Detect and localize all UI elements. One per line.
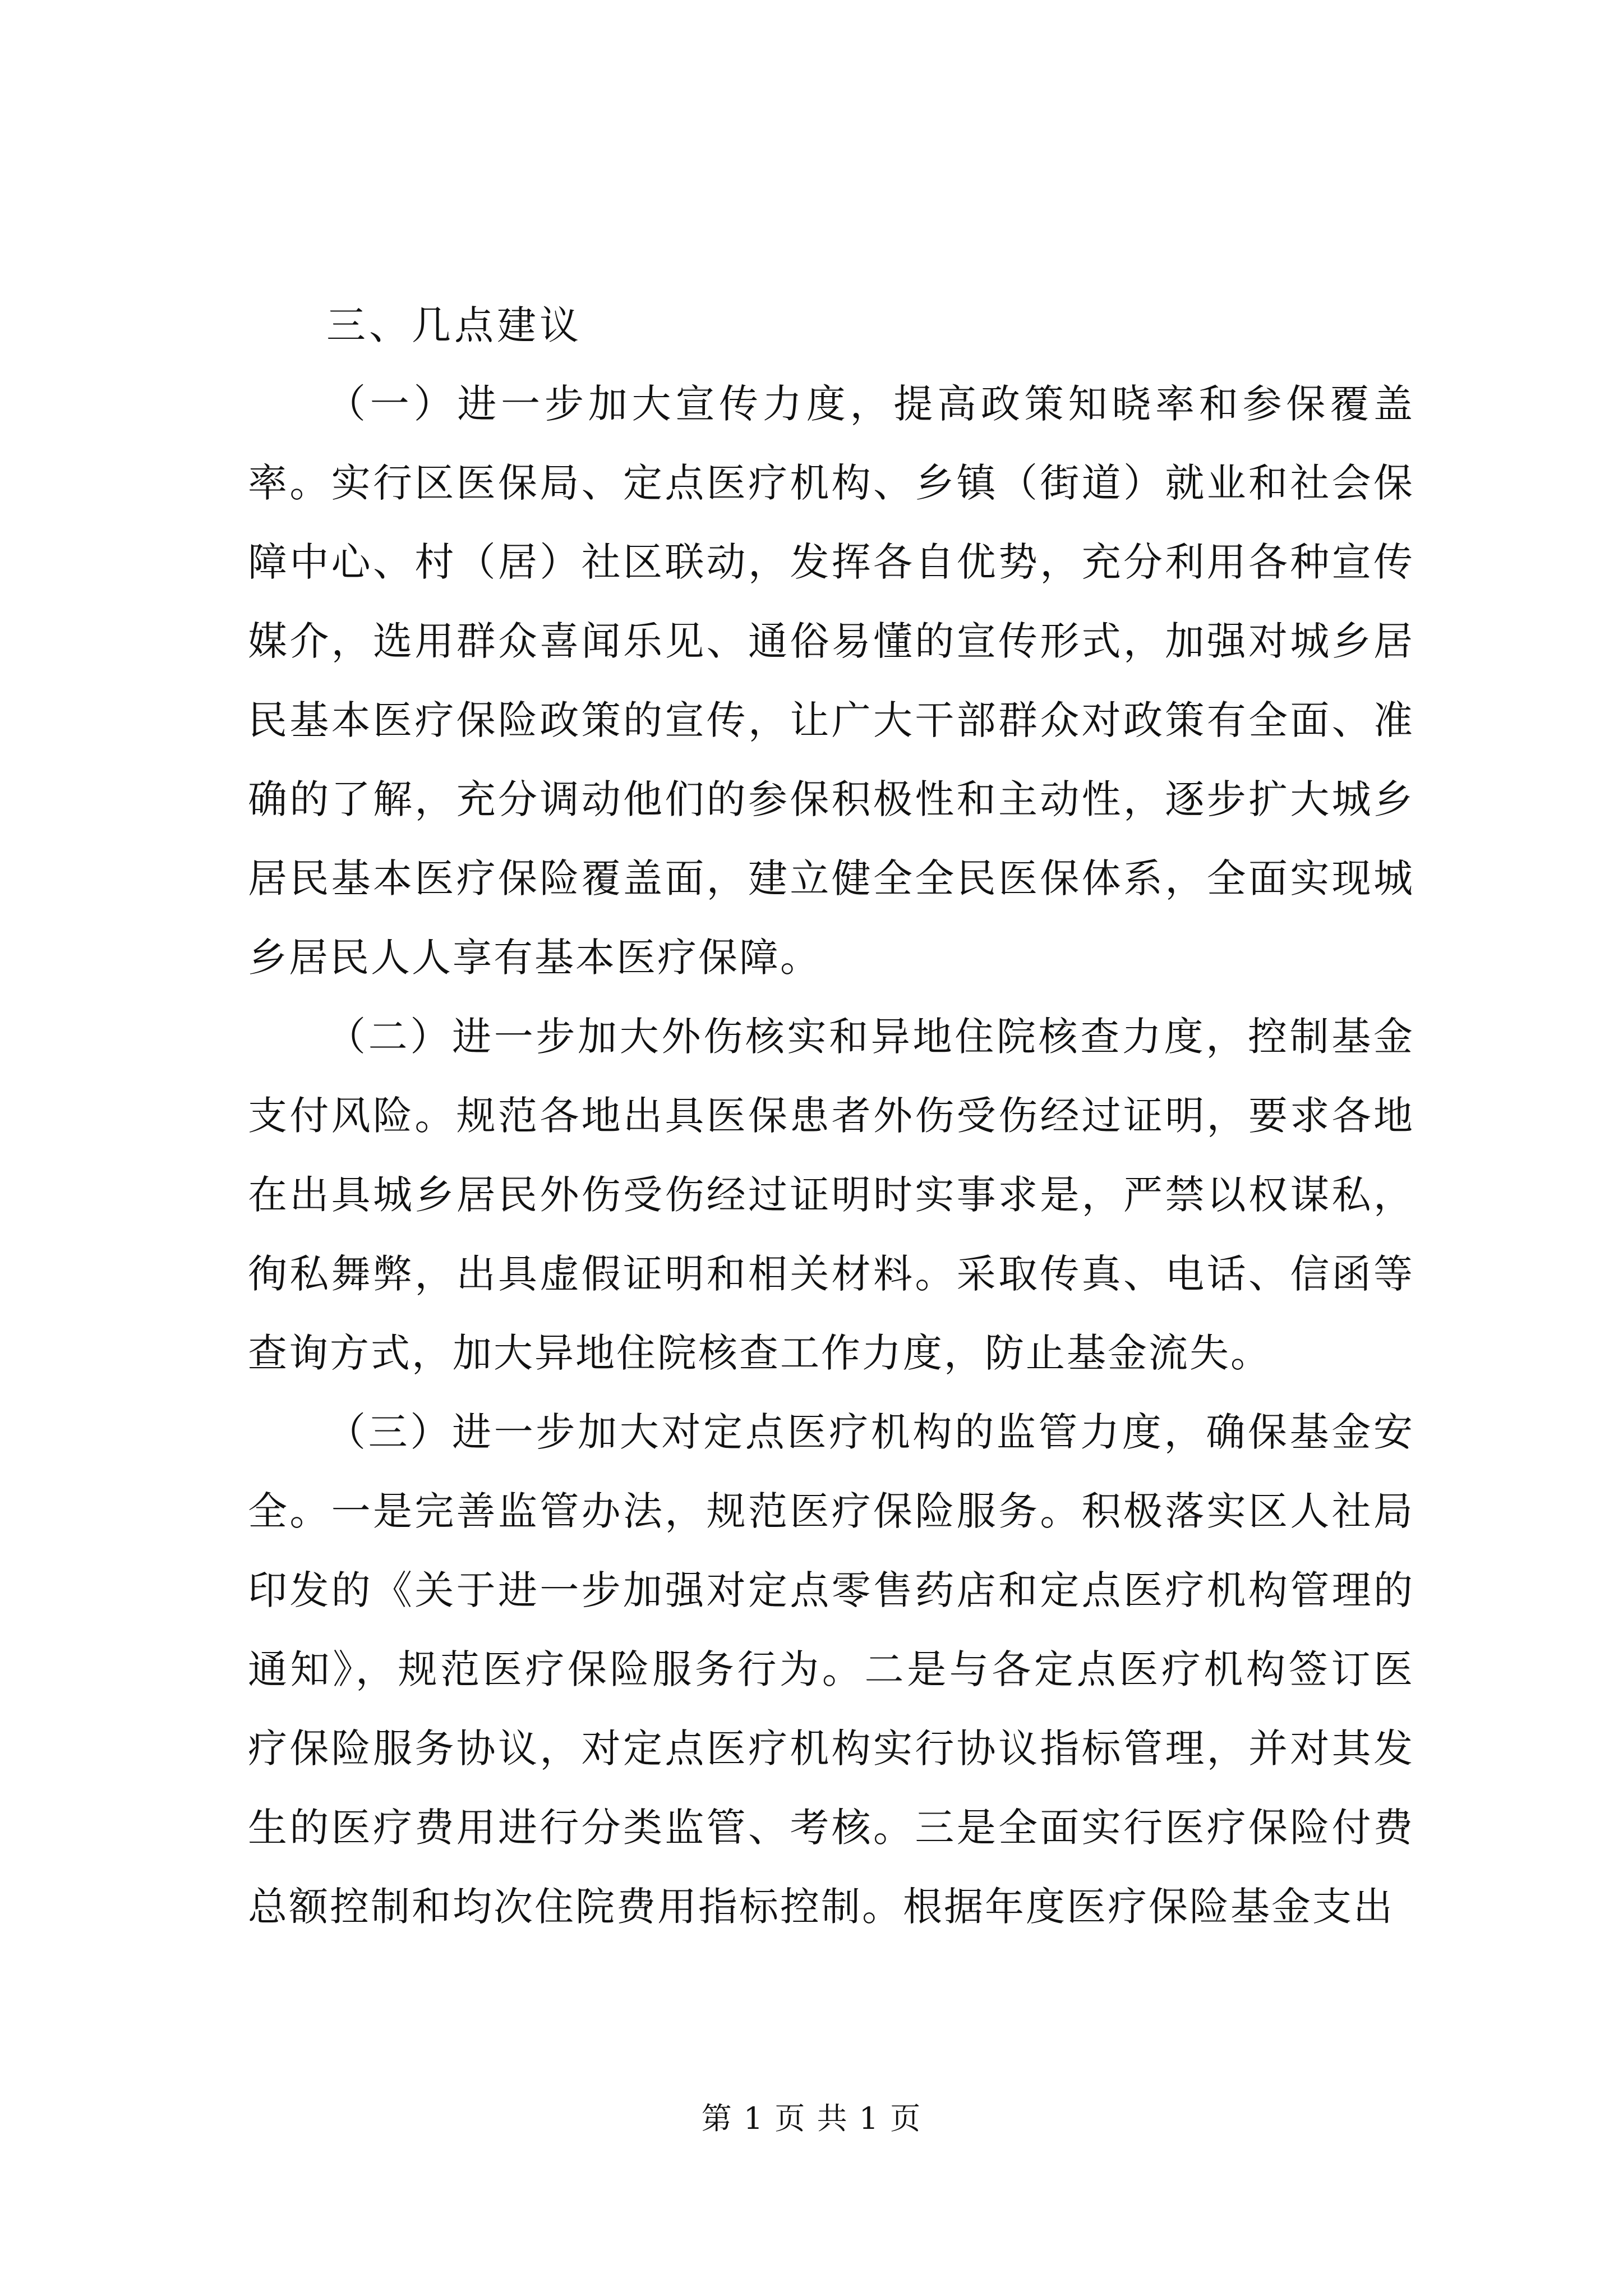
paragraph-publicity: （一）进一步加大宣传力度，提高政策知晓率和参保覆盖率。实行区医保局、定点医疗机构、乡镇（街道）就业和社会保障中心、村（居）社区联动，发挥各自优势，充分利用各种宣传媒介，选用群众喜闻乐见、通俗易懂的宣传形式，加强对城乡居民基本医疗保险政策的宣传，让广大干部群众对政策有全面、准确的了解，充分调动他们的参保积极性和主动性，逐步扩大城乡居民基本医疗保险覆盖面，建立健全全民医保体系，全面实现城乡居民人人享有基本医疗保障。	[248, 381, 1414, 981]
page-footer: 第 1 页 共 1 页	[701, 2101, 922, 2136]
paragraph-supervision: （三）进一步加大对定点医疗机构的监管力度，确保基金安全。一是完善监管办法，规范医疗保险服务。积极落实区人社局印发的《关于进一步加强对定点零售药店和定点医疗机构管理的通知》，规范医疗保险服务行为。二是与各定点医疗机构签订医疗保险服务协议，对定点医疗机构实行协议指标管理，并对其发生的医疗费用进行分类监管、考核。三是全面实行医疗保险付费总额控制和均次住院费用指标控制。根据年度医疗保险基金支出	[248, 1409, 1414, 1930]
paragraph-injury-verification: （二）进一步加大外伤核实和异地住院核查力度，控制基金支付风险。规范各地出具医保患者外伤受伤经过证明，要求各地在出具城乡居民外伤受伤经过证明时实事求是，严禁以权谋私，徇私舞弊，出具虚假证明和相关材料。采取传真、电话、信函等查询方式，加大异地住院核查工作力度，防止基金流失。	[248, 1014, 1414, 1376]
section-heading: 三、几点建议	[326, 302, 582, 348]
document-body	[248, 286, 1414, 1947]
